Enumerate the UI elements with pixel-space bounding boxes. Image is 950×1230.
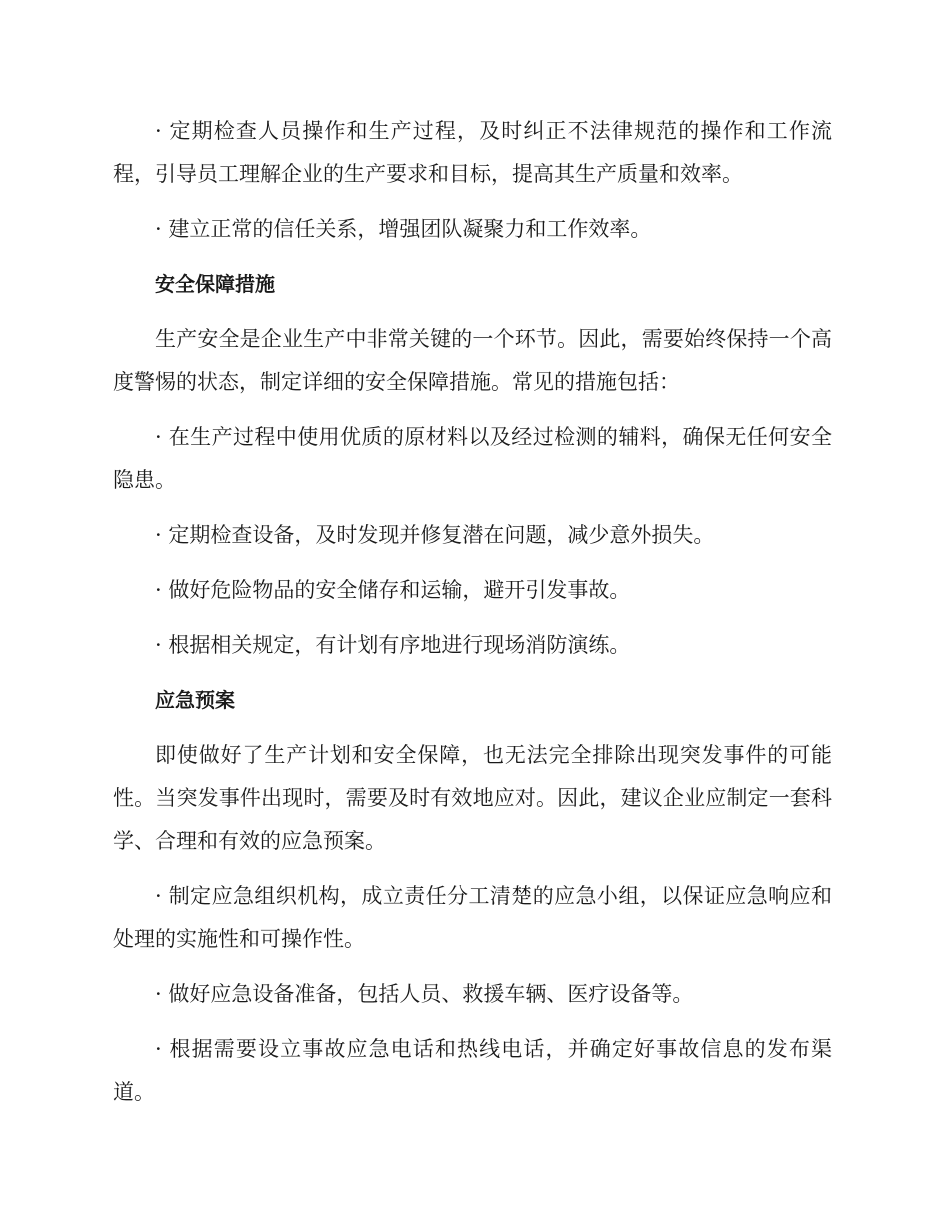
bullet-item: · 制定应急组织机构，成立责任分工清楚的应急小组，以保证应急响应和处理的实施性和可操作性。 — [113, 884, 832, 951]
paragraph: 即使做好了生产计划和安全保障，也无法完全排除出现突发事件的可能性。当突发事件出现时，需要及时有效地应对。因此，建议企业应制定一套科学、合理和有效的应急预案。 — [113, 743, 832, 853]
bullet-item: · 做好危险物品的安全储存和运输，避开引发事故。 — [155, 578, 631, 602]
bullet-item: · 定期检查设备，及时发现并修复潜在问题，减少意外损失。 — [155, 523, 715, 547]
paragraph: 生产安全是企业生产中非常关键的一个环节。因此，需要始终保持一个高度警惕的状态，制定详细的安全保障措施。常见的措施包括： — [113, 327, 832, 394]
section-heading: 应急预案 — [155, 688, 235, 712]
bullet-item: · 根据需要设立事故应急电话和热线电话，并确定好事故信息的发布渠道。 — [113, 1037, 832, 1104]
bullet-item: · 建立正常的信任关系，增强团队凝聚力和工作效率。 — [155, 217, 652, 241]
bullet-item: · 做好应急设备准备，包括人员、救援车辆、医疗设备等。 — [155, 982, 694, 1006]
section-heading: 安全保障措施 — [155, 272, 275, 296]
bullet-item: · 在生产过程中使用优质的原材料以及经过检测的辅料，确保无任何安全隐患。 — [113, 425, 832, 492]
bullet-item: · 定期检查人员操作和生产过程，及时纠正不法律规范的操作和工作流程，引导员工理解企业的生产要求和目标，提高其生产质量和效率。 — [113, 119, 832, 186]
bullet-item: · 根据相关规定，有计划有序地进行现场消防演练。 — [155, 633, 631, 657]
